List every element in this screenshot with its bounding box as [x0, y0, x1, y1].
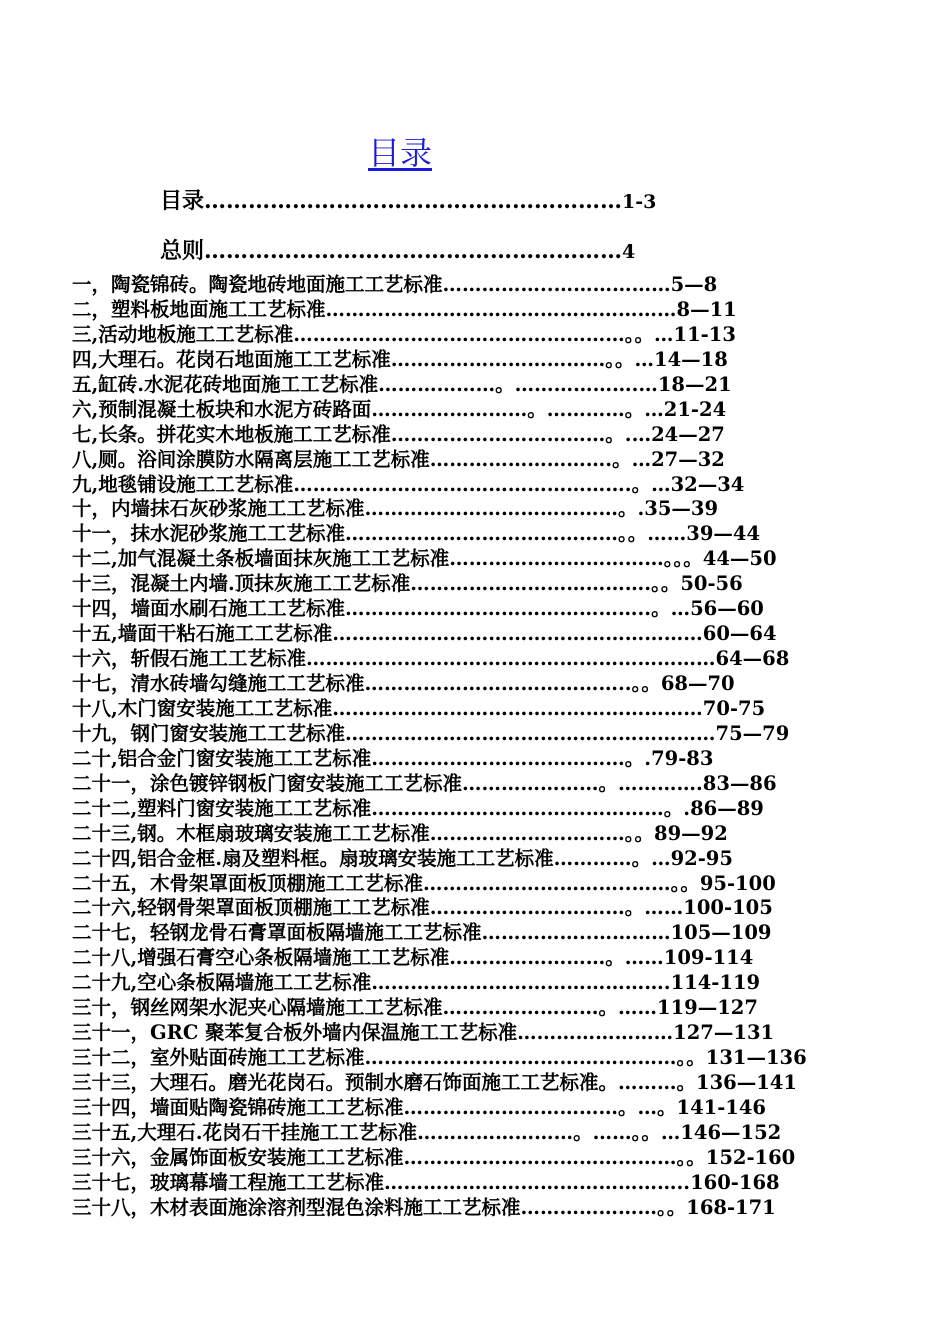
toc-entry[interactable]: 三十八，木材表面施涂溶剂型混色涂料施工工艺标准…………………。。168-171 — [72, 1195, 776, 1219]
toc-entry-contents[interactable] — [160, 184, 656, 215]
toc-entry[interactable]: 三十二，室外贴面砖施工工艺标准…………………………………………。。131—136 — [72, 1046, 807, 1070]
toc-entry[interactable]: 十七，清水砖墙勾缝施工工艺标准…………………………………..。。68—70 — [72, 672, 735, 695]
toc-entry[interactable]: 二十三,钢。木框扇玻璃安装施工工艺标准…………………………。。89—92 — [72, 821, 728, 845]
toc-entry-leader: ………………………………………………… — [204, 188, 623, 214]
toc-entry[interactable]: 二十五，木骨架罩面板顶棚施工工艺标准…………………………..……。。95-100 — [72, 871, 776, 895]
toc-entry[interactable]: 二十九,空心条板隔墙施工工艺标准……………………………………….114-119 — [72, 971, 761, 995]
toc-entry-label: 目录 — [160, 188, 205, 214]
toc-entry-page: 1-3 — [622, 191, 657, 213]
toc-entry[interactable]: 九,地毯铺设施工工艺标准…………………………………………….。…32—34 — [72, 472, 745, 496]
toc-entry-leader: ………………………………………………… — [204, 238, 623, 264]
toc-list — [72, 273, 887, 1221]
toc-entry[interactable]: 三十四，墙面贴陶瓷锦砖施工工艺标准……………………………。…。141-146 — [72, 1095, 767, 1119]
toc-entry[interactable]: 十三，混凝土内墙.顶抹灰施工工艺标准……………………………….。。50-56 — [72, 572, 743, 596]
toc-entry[interactable]: 十二,加气混凝土条板墙面抹灰施工工艺标准……………………………。。。44—50 — [72, 547, 777, 571]
toc-entry[interactable]: 二十七，轻钢龙骨石膏罩面板隔墙施工工艺标准……………..…………105—109 — [72, 921, 772, 945]
toc-entry[interactable]: 十一，抹水泥砂浆施工工艺标准……………………………………。。……39—44 — [72, 522, 761, 546]
toc-entry[interactable]: 三十一，GRC 聚苯复合板外墙内保温施工工艺标准……………………127—131 — [72, 1021, 775, 1045]
toc-entry[interactable]: 五,缸砖.水泥花砖地面施工工艺标准………………。……………….…18—21 — [72, 372, 732, 396]
toc-entry-general[interactable] — [160, 234, 635, 265]
toc-entry[interactable]: 二十一，涂色镀锌钢板门窗安装施工工艺标准…………………。………….83—86 — [72, 771, 777, 795]
toc-entry[interactable]: 三十，钢丝网架水泥夹心隔墙施工工艺标准……………………。……119—127 — [72, 996, 758, 1020]
toc-entry[interactable]: 二十四,铝合金框.扇及塑料框。扇玻璃安装施工工艺标准…………。…92-95 — [72, 846, 733, 870]
toc-entry[interactable]: 十，内墙抹石灰砂浆施工工艺标准…………………………………。.35—39 — [72, 497, 719, 521]
toc-entry[interactable]: 六,预制混凝土板块和水泥方砖路面……………………。…………。…21-24 — [72, 397, 727, 421]
toc-entry[interactable]: 三十七，玻璃幕墙工程施工工艺标准………………………………………..160-168 — [72, 1170, 780, 1194]
toc-entry[interactable]: 二十,铝合金门窗安装施工工艺标准…………………………………。.79-83 — [72, 746, 714, 770]
toc-entry[interactable]: 一，陶瓷锦砖。陶瓷地砖地面施工工艺标准……………..………………5—8 — [72, 273, 718, 296]
toc-entry[interactable]: 二十八,增强石膏空心条板隔墙施工工艺标准……………………。……109-114 — [72, 946, 754, 970]
toc-entry[interactable]: 四,大理石。花岗石地面施工工艺标准……………………………。。…14—18 — [72, 347, 728, 371]
toc-entry[interactable]: 十八,木门窗安装施工工艺标准…………………………………………………70-75 — [72, 696, 766, 720]
toc-entry[interactable]: 八,厕。浴间涂膜防水隔离层施工工艺标准……………………….。…27—32 — [72, 447, 725, 471]
toc-entry[interactable]: 十九，钢门窗安装施工工艺标准…………………………………………………75—79 — [72, 721, 790, 745]
toc-entry[interactable]: 二十二,塑料门窗安装施工工艺标准………………………………………。.86—89 — [72, 796, 764, 820]
page-title[interactable]: 目录 — [367, 134, 432, 172]
toc-entry[interactable]: 三,活动地板施工工艺标准……………………………………………。。…11-13 — [72, 322, 736, 346]
toc-entry-label: 总则 — [160, 238, 205, 264]
toc-entry[interactable]: 十五,墙面干粘石施工工艺标准…………………………………………………60—64 — [72, 622, 777, 646]
toc-entry[interactable]: 三十六，金属饰面板安装施工工艺标准……………………………………。。152-160 — [72, 1145, 796, 1169]
toc-entry[interactable]: 二，塑料板地面施工工艺标准………………………………………………8—11 — [72, 297, 737, 321]
toc-entry[interactable]: 三十三，大理石。磨光花岗石。预制水磨石饰面施工工艺标准。………。136—141 — [72, 1071, 797, 1094]
toc-entry[interactable]: 七,长条。拼花实木地板施工工艺标准……………………………。.…24—27 — [72, 422, 725, 446]
toc-entry[interactable]: 三十五,大理石.花岗石干挂施工工艺标准……………………。……。。…146—152 — [72, 1120, 782, 1144]
toc-entry[interactable]: 十六，斩假石施工工艺标准………………………………………………………64—68 — [72, 647, 790, 671]
toc-entry[interactable]: 十四，墙面水刷石施工工艺标准………………………………………..。…56—60 — [72, 597, 764, 621]
toc-entry-page: 4 — [622, 241, 636, 263]
toc-entry[interactable]: 二十六,轻钢骨架罩面板顶棚施工工艺标准…………………………。……100-105 — [72, 896, 773, 920]
